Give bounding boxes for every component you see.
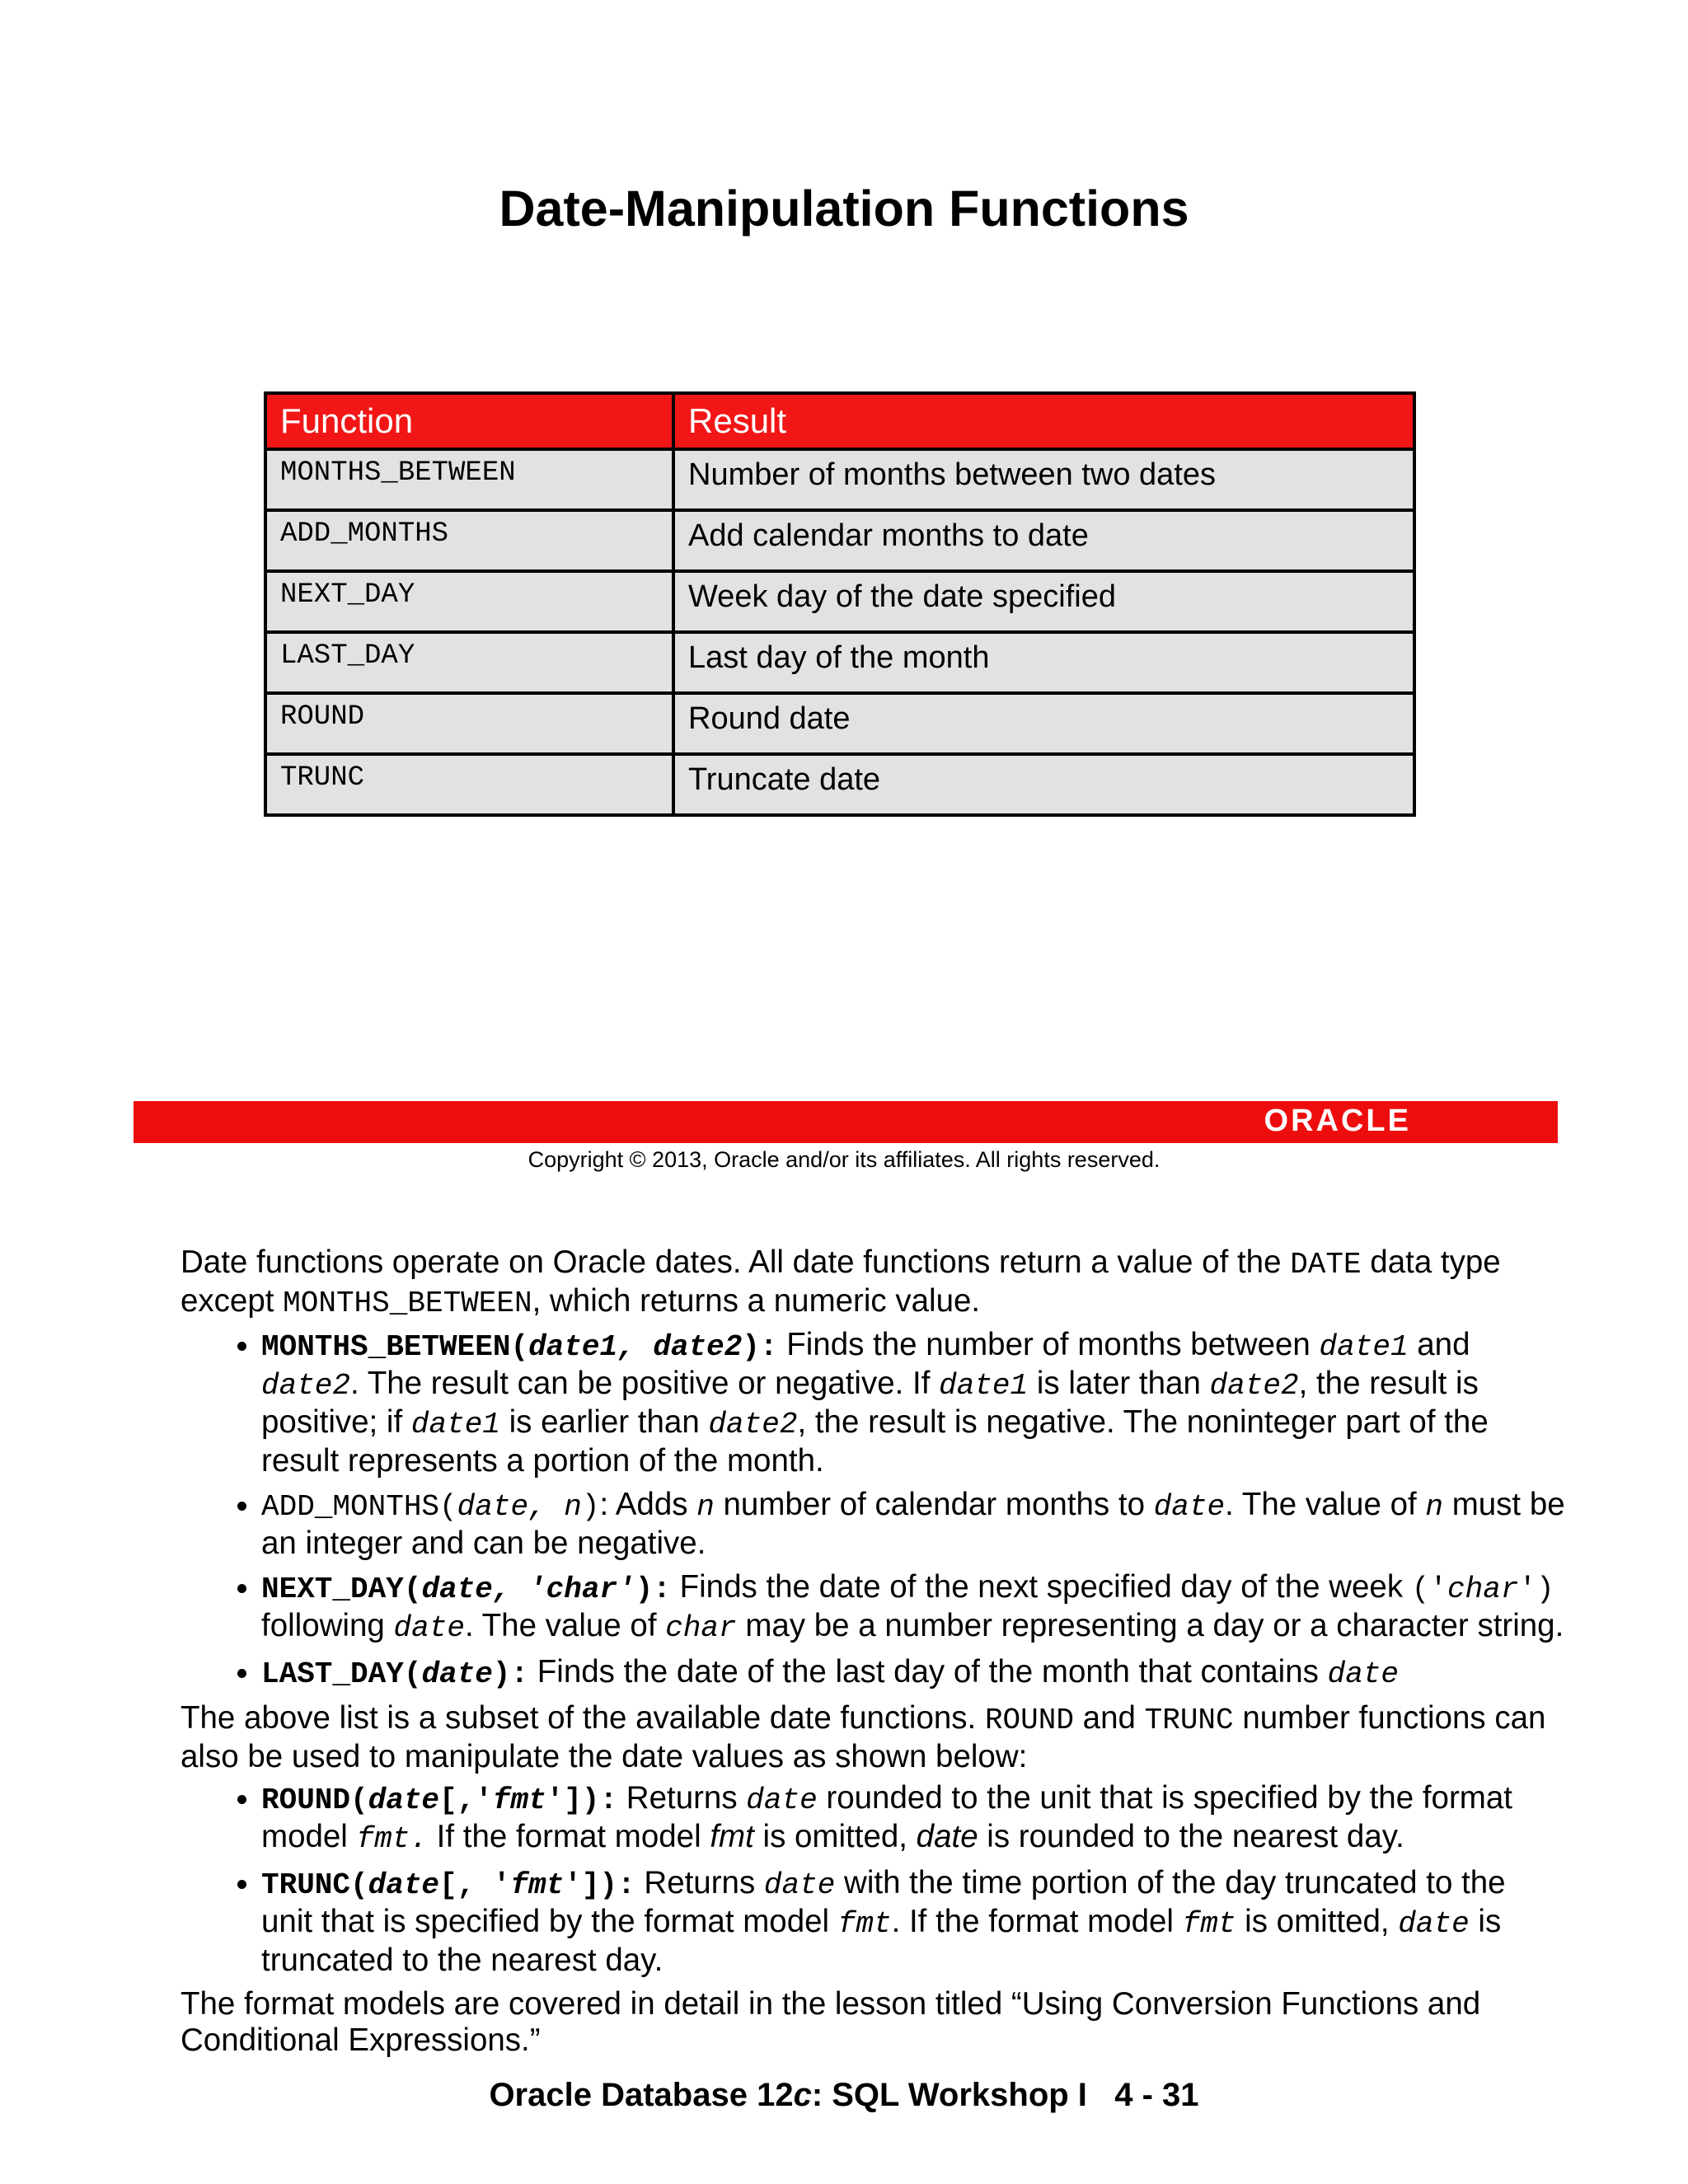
code-text: date2 <box>1209 1369 1299 1403</box>
body-text: is rounded to the nearest day. <box>978 1819 1404 1854</box>
list-item <box>261 1654 1565 1693</box>
list-item <box>261 1327 1565 1479</box>
body-text: Finds the date of the next specified day of the week <box>670 1569 1412 1605</box>
body-text: , the result is positive; if <box>261 1366 1479 1440</box>
page-footer <box>0 2077 1688 2114</box>
code-text: ROUND( <box>261 1783 368 1817</box>
code-text: ) <box>581 1490 600 1524</box>
header-result: Result <box>673 393 1414 449</box>
code-text: date <box>763 1868 836 1902</box>
notes-intro <box>181 1244 1565 1322</box>
table-header-row <box>265 393 1414 449</box>
body-text: is omitted, <box>753 1819 917 1854</box>
table-row <box>265 754 1414 815</box>
body-text: : Adds <box>599 1487 697 1522</box>
page-number: 4 - 31 <box>1114 2077 1199 2113</box>
body-text: is omitted, <box>1236 1904 1399 1939</box>
code-text: ): <box>492 1657 529 1691</box>
body-text: must be an integer and can be negative. <box>261 1487 1565 1561</box>
code-text: date2 <box>261 1369 351 1403</box>
function-cell: NEXT_DAY <box>265 571 673 632</box>
footer-course-italic: c <box>793 2077 812 2113</box>
code-text: date1, date2 <box>528 1330 743 1364</box>
body-text: number of calendar months to <box>714 1487 1154 1522</box>
result-cell: Week day of the date specified <box>673 571 1414 632</box>
body-text: , which returns a numeric value. <box>532 1283 981 1319</box>
code-text: date <box>746 1783 818 1817</box>
body-text: . The value of <box>1225 1487 1426 1522</box>
notes-section <box>181 1244 1565 2059</box>
body-text: and <box>1073 1700 1145 1736</box>
header-function: Function <box>265 393 673 449</box>
body-text: Returns <box>617 1780 747 1816</box>
list-item <box>261 1569 1565 1647</box>
code-text: date1 <box>410 1408 500 1441</box>
code-text: date <box>916 1819 978 1854</box>
table-row <box>265 449 1414 510</box>
table-row <box>265 632 1414 693</box>
code-text: char <box>665 1611 737 1645</box>
code-text: date, 'char' <box>421 1572 635 1606</box>
result-cell: Truncate date <box>673 754 1414 815</box>
code-text: date <box>368 1783 440 1817</box>
body-text: The above list is a subset of the available date functions. <box>181 1700 985 1736</box>
function-cell: LAST_DAY <box>265 632 673 693</box>
body-text: Date functions operate on Oracle dates. All date functions return a value of the <box>181 1244 1291 1280</box>
result-cell: Add calendar months to date <box>673 510 1414 571</box>
code-text: ADD_MONTHS( <box>261 1490 457 1524</box>
code-text: fmt <box>510 1868 565 1902</box>
copyright-notice: Copyright © 2013, Oracle and/or its affiliates. All rights reserved. <box>528 1147 1160 1172</box>
body-text: is later than <box>1028 1366 1210 1401</box>
code-text: ): <box>742 1330 778 1364</box>
code-text: date1 <box>1319 1330 1409 1364</box>
oracle-logo-icon: ORACLE <box>1264 1104 1411 1138</box>
function-cell: MONTHS_BETWEEN <box>265 449 673 510</box>
body-text: If the format model <box>427 1819 710 1854</box>
code-text: ']): <box>564 1868 635 1902</box>
code-text: fmt <box>710 1819 754 1854</box>
code-text: (' <box>1411 1572 1448 1606</box>
result-cell: Last day of the month <box>673 632 1414 693</box>
code-text: ROUND <box>984 1704 1074 1737</box>
code-text: TRUNC <box>1144 1704 1234 1737</box>
body-text: . If the format model <box>891 1904 1183 1939</box>
round-trunc-list <box>181 1780 1565 1979</box>
body-text: number functions can also be used to manipulate the date values as shown below: <box>181 1700 1546 1774</box>
code-text: MONTHS_BETWEEN <box>283 1286 532 1320</box>
code-text: MONTHS_BETWEEN( <box>261 1330 529 1364</box>
table-row <box>265 693 1414 754</box>
code-text: ') <box>1518 1572 1554 1606</box>
code-text: TRUNC( <box>261 1868 368 1902</box>
code-text: date, n <box>457 1490 582 1524</box>
footer-course-suffix: : SQL Workshop I <box>811 2077 1087 2113</box>
notes-closing <box>181 1986 1565 2059</box>
function-cell: ROUND <box>265 693 673 754</box>
code-text: date <box>393 1611 465 1645</box>
body-text: Finds the number of months between <box>777 1327 1320 1362</box>
body-text: . The result can be positive or negative. If <box>350 1366 940 1401</box>
function-cell: ADD_MONTHS <box>265 510 673 571</box>
functions-table <box>264 391 1416 817</box>
body-text: and <box>1408 1327 1470 1362</box>
list-item <box>261 1780 1565 1858</box>
code-text: n <box>1425 1490 1443 1524</box>
date-function-list <box>181 1327 1565 1693</box>
body-text: may be a number representing a day or a character string. <box>736 1608 1564 1643</box>
footer-course: Oracle Database 12 <box>489 2077 794 2113</box>
code-text: [, ' <box>439 1868 511 1902</box>
code-text: date <box>1398 1907 1470 1941</box>
body-text: is earlier than <box>499 1404 709 1440</box>
code-text: fmt <box>837 1907 892 1941</box>
body-text: The format models are covered in detail in the lesson titled “Using Conversion Functions and Conditional Expressions.” <box>181 1986 1481 2058</box>
body-text: Finds the date of the last day of the month that contains <box>528 1654 1328 1690</box>
body-text: rounded to the unit that is specified by the format model <box>261 1780 1512 1854</box>
code-text: date <box>368 1868 440 1902</box>
code-text: n <box>696 1490 715 1524</box>
code-text: NEXT_DAY( <box>261 1572 422 1606</box>
body-text: . The value of <box>464 1608 666 1643</box>
body-text: is truncated to the nearest day. <box>261 1904 1502 1978</box>
code-text: LAST_DAY( <box>261 1657 422 1691</box>
result-cell: Number of months between two dates <box>673 449 1414 510</box>
code-text: date <box>1327 1657 1400 1691</box>
code-text: date1 <box>939 1369 1029 1403</box>
function-cell: TRUNC <box>265 754 673 815</box>
code-text: [,' <box>439 1783 493 1817</box>
result-cell: Round date <box>673 693 1414 754</box>
code-text: date <box>421 1657 493 1691</box>
code-text: ): <box>635 1572 671 1606</box>
table-row <box>265 510 1414 571</box>
code-text: fmt <box>492 1783 546 1817</box>
slide-title: Date-Manipulation Functions <box>499 180 1189 237</box>
body-text: data type except <box>181 1244 1501 1319</box>
body-text: Returns <box>635 1865 764 1900</box>
list-item <box>261 1487 1565 1562</box>
list-item <box>261 1865 1565 1979</box>
code-text: date2 <box>708 1408 798 1441</box>
body-text: following <box>261 1608 394 1643</box>
code-text: char <box>1447 1572 1519 1606</box>
code-text: date <box>1153 1490 1226 1524</box>
code-text: fmt. <box>356 1822 428 1856</box>
body-text: , the result is negative. The noninteger part of the result represents a portion of the month. <box>261 1404 1489 1479</box>
code-text: DATE <box>1290 1248 1362 1282</box>
notes-middle <box>181 1700 1565 1775</box>
brand-bar <box>134 1101 1558 1143</box>
table-row <box>265 571 1414 632</box>
body-text: with the time portion of the day truncated to the unit that is specified by the format model <box>261 1865 1506 1939</box>
code-text: ']): <box>546 1783 618 1817</box>
code-text: fmt <box>1182 1907 1236 1941</box>
